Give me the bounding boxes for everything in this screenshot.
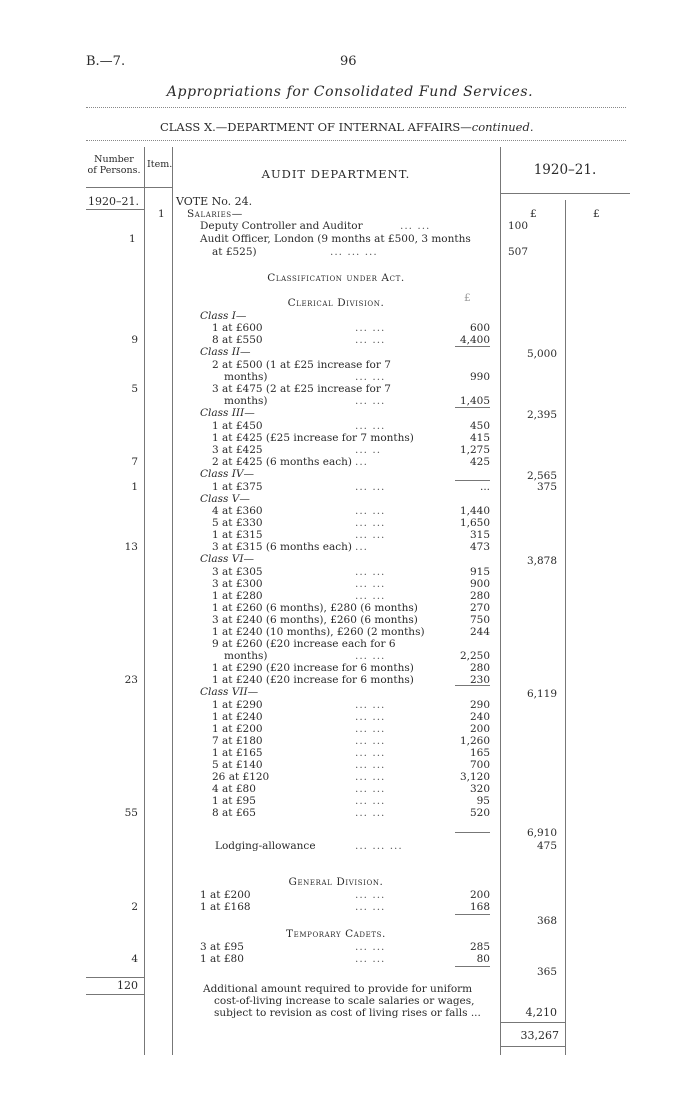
leader-dots: ... ... (355, 723, 386, 735)
leader-dots: ... ... (355, 505, 386, 517)
salary-line-text: 1 at £280 (212, 590, 263, 602)
leader-dots: ... ... (355, 578, 386, 590)
detail-amount: 2,250 (459, 650, 490, 662)
item-header-rule (145, 187, 172, 188)
detail-rule (455, 346, 490, 347)
detail-amount: 165 (469, 747, 490, 759)
row-audit-officer-leader: ... ... ... (330, 246, 378, 258)
salary-line-text: 3 at £95 (200, 941, 244, 953)
detail-amount: 450 (469, 420, 490, 432)
row-audit-officer: Audit Officer, London (9 months at £500, 3 months (200, 233, 471, 245)
salary-line-text: 1 at £315 (212, 529, 263, 541)
detail-amount: 4,400 (459, 334, 490, 346)
persons-count: 23 (124, 674, 138, 686)
detail-amount: 1,440 (459, 505, 490, 517)
detail-rule (455, 914, 490, 915)
leader-dots: ... ... (355, 650, 386, 662)
salary-line-text: 2 at £425 (6 months each) (212, 456, 352, 468)
class-heading-continued: continued. (471, 120, 534, 134)
class-label: Class VI— (200, 553, 254, 565)
header-item: Item. (147, 159, 173, 170)
subtotal-amount: 365 (536, 966, 557, 978)
subtotal-amount: 6,119 (526, 688, 557, 700)
header-number-line1: Number (94, 154, 134, 165)
salary-line-text: 1 at £600 (212, 322, 263, 334)
leader-dots: ... ... ... (355, 840, 403, 852)
col-divider-total (565, 200, 566, 1055)
vote-item-number: 1 (158, 208, 165, 220)
class-label: Class VII— (200, 686, 259, 698)
persons-count: 9 (131, 334, 138, 346)
grand-total: 33,267 (520, 1029, 559, 1042)
leader-dots: ... ... (355, 566, 386, 578)
detail-amount: 80 (476, 953, 490, 965)
persons-year: 1920–21. (88, 195, 139, 208)
leader-dots: ... .. (355, 444, 382, 456)
detail-amount: 240 (469, 711, 490, 723)
detail-amount: 3,120 (459, 771, 490, 783)
temporary-heading: Temporary Cadets. (286, 928, 386, 940)
additional-line-1: Additional amount required to provide for uniform (203, 983, 473, 995)
pound-mark-detail: £ (464, 292, 471, 304)
detail-rule (455, 407, 490, 408)
class-label: Class IV— (200, 468, 254, 480)
class-label: Class I— (200, 310, 247, 322)
persons-total-rule-top (86, 977, 144, 978)
salary-line-text: 1 at £375 (212, 481, 263, 493)
detail-amount: 900 (469, 578, 490, 590)
salary-line-text: 1 at £240 (212, 711, 263, 723)
class-heading (160, 121, 534, 133)
detail-amount: 1,275 (459, 444, 490, 456)
leader-dots: ... ... (355, 889, 386, 901)
detail-amount: ... (479, 481, 490, 493)
title-rule (86, 107, 626, 108)
subtotal-amount: 5,000 (526, 348, 557, 360)
detail-amount: 700 (469, 759, 490, 771)
salary-line-text: months) (224, 371, 268, 383)
salary-line-text: 1 at £168 (200, 901, 251, 913)
vote-label: VOTE No. 24. (176, 195, 253, 208)
salary-line-text: 3 at £305 (212, 566, 263, 578)
leader-dots: ... (355, 541, 369, 553)
salary-line-text: 1 at £95 (212, 795, 256, 807)
class-label: Class III— (200, 407, 255, 419)
subtotal-amount: 368 (536, 915, 557, 927)
leader-dots: ... ... (355, 759, 386, 771)
salary-line-text: 4 at £360 (212, 505, 263, 517)
row-deputy-controller: Deputy Controller and Auditor (200, 220, 363, 232)
persons-header-rule (86, 187, 144, 188)
persons-count: 5 (131, 383, 138, 395)
detail-amount: 244 (469, 626, 490, 638)
salary-line-text: 3 at £475 (2 at £25 increase for 7 (212, 383, 391, 395)
subtotal-amount: 475 (536, 840, 557, 852)
leader-dots: ... ... (355, 395, 386, 407)
salary-line-text: Lodging-allowance (215, 840, 316, 852)
detail-amount: 200 (469, 723, 490, 735)
detail-amount: 473 (469, 541, 490, 553)
detail-amount: 1,650 (459, 517, 490, 529)
salary-line-text: 1 at £200 (212, 723, 263, 735)
row-audit-officer-persons: 1 (129, 233, 136, 245)
leader-dots: ... ... (355, 420, 386, 432)
leader-dots: ... ... (355, 941, 386, 953)
subtotal-amount: 2,395 (526, 409, 557, 421)
salary-line-text: 5 at £330 (212, 517, 263, 529)
detail-amount: 95 (476, 795, 490, 807)
persons-count: 55 (124, 807, 138, 819)
leader-dots: ... ... (355, 735, 386, 747)
detail-amount: 750 (469, 614, 490, 626)
detail-amount: 230 (469, 674, 490, 686)
salary-line-text: 8 at £65 (212, 807, 256, 819)
salary-line-text: 1 at £240 (£20 increase for 6 months) (212, 674, 414, 686)
class-rule (86, 140, 626, 141)
persons-total: 120 (117, 979, 138, 992)
salary-line-text: 2 at £500 (1 at £25 increase for 7 (212, 359, 391, 371)
general-heading: General Division. (288, 876, 384, 888)
detail-amount: 425 (469, 456, 490, 468)
leader-dots: ... ... (355, 747, 386, 759)
document-ref: B.—7. (86, 54, 126, 69)
detail-amount: 270 (469, 602, 490, 614)
additional-line-2: cost-of-living increase to scale salaries or wages, (214, 995, 475, 1007)
persons-count: 7 (131, 456, 138, 468)
persons-count: 1 (131, 481, 138, 493)
salary-line-text: months) (224, 395, 268, 407)
header-department: AUDIT DEPARTMENT. (261, 167, 411, 181)
pound-sign-subtotal: £ (530, 208, 537, 220)
class-label: Class II— (200, 346, 251, 358)
col-divider-persons (144, 147, 145, 1055)
detail-rule (455, 832, 490, 833)
persons-count: 2 (131, 901, 138, 913)
salary-line-text: 4 at £80 (212, 783, 256, 795)
leader-dots: ... ... (355, 481, 386, 493)
detail-amount: 1,405 (459, 395, 490, 407)
salary-line-text: 1 at £450 (212, 420, 263, 432)
detail-amount: 415 (469, 432, 490, 444)
detail-amount: 320 (469, 783, 490, 795)
detail-amount: 315 (469, 529, 490, 541)
page-number: 96 (340, 54, 357, 69)
salary-line-text: 1 at £200 (200, 889, 251, 901)
leader-dots: ... ... (355, 711, 386, 723)
leader-dots: ... ... (355, 322, 386, 334)
leader-dots: ... ... (355, 901, 386, 913)
detail-amount: 915 (469, 566, 490, 578)
detail-amount: 600 (469, 322, 490, 334)
salaries-heading: Salaries— (187, 208, 243, 220)
additional-amount: 4,210 (525, 1006, 557, 1019)
detail-amount: 285 (469, 941, 490, 953)
persons-count: 4 (131, 953, 138, 965)
leader-dots: ... ... (355, 807, 386, 819)
clerical-heading: Clerical Division. (287, 297, 385, 309)
class-label: Class V— (200, 493, 250, 505)
salary-line-text: 1 at £290 (212, 699, 263, 711)
leader-dots: ... ... (355, 795, 386, 807)
detail-rule (455, 966, 490, 967)
leader-dots: ... ... (355, 590, 386, 602)
grand-total-rule-bottom (500, 1046, 565, 1047)
subtotal-amount: 2,565 (526, 470, 557, 482)
persons-total-rule-bottom (86, 994, 144, 995)
row-deputy-amount: 100 (507, 220, 528, 232)
additional-line-3: subject to revision as cost of living rises or falls ... (214, 1007, 481, 1019)
salary-line-text: 3 at £315 (6 months each) (212, 541, 352, 553)
header-year: 1920–21. (533, 162, 597, 178)
leader-dots: ... ... (355, 517, 386, 529)
salary-line-text: 1 at £240 (10 months), £260 (2 months) (212, 626, 425, 638)
leader-dots: ... ... (355, 783, 386, 795)
subtotal-amount: 375 (536, 481, 557, 493)
leader-dots: ... ... (355, 771, 386, 783)
salary-line-text: 3 at £240 (6 months), £260 (6 months) (212, 614, 418, 626)
detail-amount: 290 (469, 699, 490, 711)
salary-line-text: 3 at £300 (212, 578, 263, 590)
year-header-rule (500, 193, 630, 194)
salary-line-text: 1 at £165 (212, 747, 263, 759)
subtotal-amount: 6,910 (526, 827, 557, 839)
salary-line-text: 1 at £80 (200, 953, 244, 965)
leader-dots: ... (355, 456, 369, 468)
salary-line-text: 26 at £120 (212, 771, 270, 783)
detail-amount: 168 (469, 901, 490, 913)
detail-amount: 280 (469, 590, 490, 602)
salary-line-text: 7 at £180 (212, 735, 263, 747)
salary-line-text: 9 at £260 (£20 increase each for 6 (212, 638, 396, 650)
leader-dots: ... ... (355, 371, 386, 383)
salary-line-text: 5 at £140 (212, 759, 263, 771)
row-audit-officer-amount: 507 (507, 246, 528, 258)
detail-amount: 520 (469, 807, 490, 819)
header-number (86, 154, 142, 176)
detail-amount: 280 (469, 662, 490, 674)
classification-heading: Classification under Act. (267, 272, 405, 284)
detail-amount: 1,260 (459, 735, 490, 747)
header-number-line2: of Persons. (87, 165, 141, 176)
persons-count: 13 (124, 541, 138, 553)
salary-line-text: 8 at £550 (212, 334, 263, 346)
salary-line-text: 1 at £260 (6 months), £280 (6 months) (212, 602, 418, 614)
detail-amount: 200 (469, 889, 490, 901)
leader-dots: ... ... (355, 529, 386, 541)
salary-line-text: 1 at £290 (£20 increase for 6 months) (212, 662, 414, 674)
detail-amount: 990 (469, 371, 490, 383)
salary-line-text: 3 at £425 (212, 444, 263, 456)
class-heading-main: CLASS X.—DEPARTMENT OF INTERNAL AFFAIRS— (160, 120, 472, 134)
salary-line-text: months) (224, 650, 268, 662)
row-audit-officer-cont: at £525) (212, 246, 257, 258)
leader-dots: ... ... (355, 953, 386, 965)
leader-dots: ... ... (355, 334, 386, 346)
leader-dots: ... ... (355, 699, 386, 711)
persons-year-rule (86, 209, 144, 210)
pound-sign-total: £ (593, 208, 600, 220)
grand-total-rule-top (500, 1022, 565, 1023)
salary-line-text: 1 at £425 (£25 increase for 7 months) (212, 432, 414, 444)
subtotal-amount: 3,878 (526, 555, 557, 567)
row-deputy-leader: ... ... (400, 220, 431, 232)
page-title: Appropriations for Consolidated Fund Services. (166, 84, 534, 100)
